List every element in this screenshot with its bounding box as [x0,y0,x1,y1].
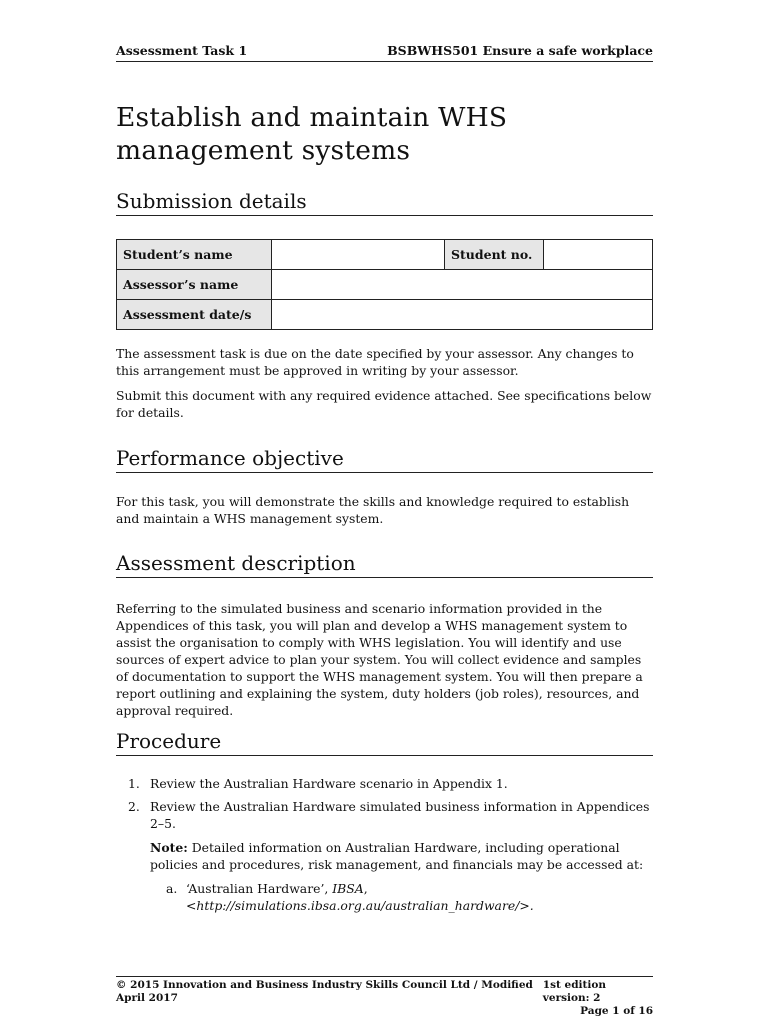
step-number: 1. [128,776,140,791]
step-number: 2. [128,799,140,814]
student-name-field[interactable] [272,240,445,270]
assessment-date-field[interactable] [272,300,653,330]
footer-page-number: Page 1 of 16 [580,1005,653,1017]
page-title [116,101,656,167]
submit-paragraph: Submit this document with any required evidence attached. See specifications below for details. [116,388,652,420]
note-text: Detailed information on Australian Hardware, including operational policies and procedures, risk management, and financials may be accessed at: [150,840,644,872]
resource-source: IBSA [332,881,364,896]
step-text: Review the Australian Hardware scenario in Appendix 1. [150,776,508,791]
procedure-list [116,775,656,914]
step-text: Review the Australian Hardware simulated business information in Appendices [150,799,650,814]
description-paragraph: Referring to the simulated business and scenario information provided in the Appendices of this task, you will plan and develop a WHS management system to assist the organisation to comply with WHS legislation. You will identify and use sources of expert advice to plan your system. You will collect evidence and samples of documentation to support the WHS management system. You will then prepare a report outlining and explaining the system, duty holders (job roles), resources, and approval required. [116,601,643,718]
list-item: a. ‘Australian Hardware’, IBSA, <http://simulations.ibsa.org.au/australian_hardware/>. [166,881,534,913]
resource-title: ‘Australian Hardware’, [186,881,329,896]
student-no-label: Student no. [445,240,544,270]
footer-copyright: © 2015 Innovation and Business Industry Skills Council Ltd / Modified April 2017 [116,979,533,1004]
table-row [117,270,653,300]
sub-step-letter: a. [166,881,178,896]
description-heading: Assessment description [116,551,653,578]
student-name-label: Student’s name [117,240,272,270]
page-title-line2: management systems [116,135,411,166]
page-title-line1: Establish and maintain WHS [116,102,508,133]
table-row [117,300,653,330]
list-item [116,775,656,792]
assessment-date-label: Assessment date/s [117,300,272,330]
performance-heading: Performance objective [116,446,653,473]
submission-heading: Submission details [116,189,653,216]
page-footer [116,976,653,1018]
step-text-continued: 2–5. [150,816,176,831]
header-unit-label: BSBWHS501 Ensure a safe workplace [387,43,653,58]
note-block [116,839,656,873]
resource-link[interactable]: <http://simulations.ibsa.org.au/australian_hardware/>. [186,898,534,913]
submission-table [116,239,653,330]
due-date-paragraph: The assessment task is due on the date specified by your assessor. Any changes to this arrangement must be approved in writing by your assessor. [116,346,634,378]
performance-paragraph: For this task, you will demonstrate the skills and knowledge required to establish and maintain a WHS management system. [116,494,630,526]
list-item [116,798,656,832]
procedure-heading: Procedure [116,729,653,756]
student-no-field[interactable] [544,240,653,270]
assessor-name-label: Assessor’s name [117,270,272,300]
table-row [117,240,653,270]
header-task-label: Assessment Task 1 [116,43,248,58]
footer-edition: 1st edition version: 2 [542,979,607,1004]
note-label: Note: [150,840,188,855]
assessor-name-field[interactable] [272,270,653,300]
running-header [116,43,653,62]
